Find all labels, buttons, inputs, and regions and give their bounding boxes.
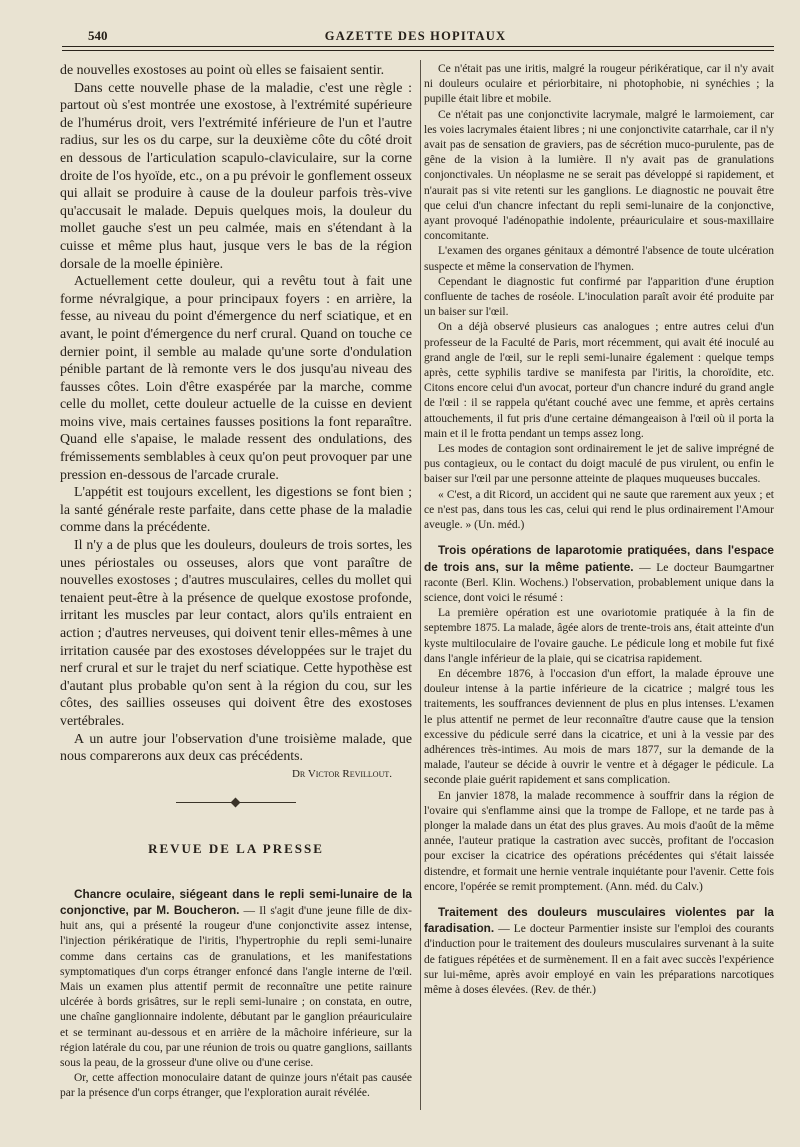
column-divider [420,60,421,1110]
author-signature: Dr Victor Revillout. [291,767,392,780]
article-text: — Le docteur Baumgartner raconte (Berl. Klin. Wochens.) l'observation, probablement unique dans la science, dont voici le résumé : [424,561,774,604]
article-text: — Il s'agit d'une jeune fille de dix-huit ans, qui a présenté la rougeur d'une conjonctivite assez intense, l'injection périkératique de l'iritis, l'hypertrophie du repli semi-lunaire comme dans certains cas de granulations, et les manifestations symptomatiques d'un corps étranger enfoncé dans l'angle interne de l'œil. Mais un examen plus attentif permit de reconnaître une petite rainure ulcérée à bords grisâtres, sur le repli semi-lunaire ; on constata, en outre, une chaîne ganglionnaire indolente, débutant par le ganglion préauriculaire et se terminant au-dessous et en arrière de la mâchoire inférieure, sur la région latérale du cou, par une réunion de trois ou quatre ganglions, saillants sous la peau, de la grosseur d'une olive ou d'une cerise. [60,904,412,1069]
paragraph: Actuellement cette douleur, qui a revêtu tout à fait une forme névralgique, a pour principaux foyers : en arrière, la fesse, au niveau du point d'émergence du nerf sciatique, et en avant, le point d'émergence du nerf crural. Quand on touche ce dernier point, il semble au malade qu'une sorte d'ondulation pénible partant de là remonte vers le dos jusqu'au niveau des fausses côtes. Loin d'être exaspérée par la marche, comme celle du mollet, cette douleur actuelle de la cuisse en devient moins vive, mais certaines fausses positions la font reparaître. Quand elle s'apaise, le malade ressent des ondulations, des frémissements semblables à ceux qu'on peut provoquer par une pression en-dessous de l'arcade crurale. [60,274,412,483]
ornamental-divider [176,802,296,807]
article-text: — Le docteur Parmentier insiste sur l'emploi des courants d'induction pour le traitement des douleurs musculaires survenant à la suite de fatigues répétées et de surmènement. Il en a fait avec succès l'expérience sur lui-même, après avoir employé en vain les préparations narcotiques même à doses élevées. (Rev. de thér.) [424,923,774,996]
paragraph: Les modes de contagion sont ordinairement le jet de salive imprégné de pus contagieux, ou le contact du doigt maculé de pus virulent, ou enfin le baiser sur l'œil par une personne atteinte de plaques muqueuses buccales. [424,443,774,486]
press-review-article [60,887,412,1102]
header-rule-thin [62,50,774,51]
paragraph: En janvier 1878, la malade recommence à souffrir dans la région de l'ovaire qui s'enflamme ainsi que la trompe de Fallope, et ne tarde pas à plonger la malade dans un état des plus graves. Au mois d'août de la même année, l'auteur pratique la castration avec succès, profitant de l'occasion pour exciser la cicatrice des opérations précédentes qui s'était laissée distendre, et formait une hernie ventrale inquiétante pour l'avenir. Cette fois encore, l'opérée se remit promptement. (Ann. méd. du Calv.) [424,789,774,893]
left-column [60,62,412,1102]
paragraph: de nouvelles exostoses au point où elles se faisaient sentir. [60,63,385,78]
paragraph: Il n'y a de plus que les douleurs, douleurs de trois sortes, les unes périostales ou osseuses, alors que vont paraître de nouvelles exostoses ; d'autres musculaires, celles du mollet qui tenaient peut-être à la présence de quelque exostose profonde, irritant les muscles par leur contact, alors qu'ils entraient en action ; d'autres nerveuses, qui doivent tenir elles-mêmes à une irritation causée par des exostoses développées sur le trajet du nerf crural et sur le trajet du nerf sciatique. Cette hypothèse est d'autant plus probable qu'on sent à la région du cou, sur les côtes, des saillies osseuses qui doivent être des exostoses vertébrales. [60,538,412,729]
paragraph: On a déjà observé plusieurs cas analogues ; entre autres celui d'un professeur de la Faculté de Paris, mort récemment, qui avait été inoculé au grand angle de l'œil, sur le repli semi-lunaire également : quelque temps après, cette syphilis tardive se manifesta par l'iritis, la choroïdite, etc. Citons encore celui d'un avocat, porteur d'un chancre induré du grand angle de l'œil : il se rappela qu'étant couché avec une femme, et après certains attouchements, il fut pris d'une certaine démangeaison à l'œil où il porta la main et il le frotta pendant un temps assez long. [424,321,774,440]
paragraph: Cependant le diagnostic fut confirmé par l'apparition d'une éruption confluente de taches de roséole. L'inoculation paraît avoir été produite par un baiser sur l'œil. [424,275,774,319]
right-column [424,62,774,998]
paragraph: En décembre 1876, à l'occasion d'un effort, la malade éprouve une douleur intense à la partie inférieure de la cicatrice ; malgré tous les traitements, les souffrances deviennent de plus en plus intenses. L'examen le plus attentif ne permet de leur reconnaître d'autre cause que la tension excessive du pédicule serré dans la cicatrice, et uni à la vessie par des adhérences très-intimes. Au mois de mars 1877, sur la demande de la malade, l'auteur se décide à ouvrir le ventre et à dégager le pédicule. La seconde plaie guérit rapidement et sans complication. [424,667,774,787]
article-heading: Trois opérations de laparotomie pratiquées, dans l'espace de trois ans, sur la même patiente. [424,543,774,574]
page-number: 540 [88,28,108,43]
paragraph: La première opération est une ovariotomie pratiquée à la fin de septembre 1875. La malade, âgée alors de trente-trois ans, était atteinte d'un kyste multiloculaire de l'ovaire gauche. Le pédicule long et mobile fut fixé dans l'angle inférieur de la plaie, qui se cicatrisa rapidement. [424,607,774,665]
journal-title: GAZETTE DES HOPITAUX [324,29,507,43]
article-body-continued [60,62,412,766]
section-title: REVUE DE LA PRESSE [148,840,324,856]
paragraph: Ce n'était pas une conjonctivite lacrymale, malgré le larmoiement, car les voies lacrymales étaient libres ; ni une conjonctivite catarrhale, car il n'y avait pas de sensation de graviers, pas de sécrétion muco-purulente, pas de gêne de la vision à la lumière. Il n'y avait pas de granulations conjonctivales. Un néoplasme ne se serait pas développé si rapidement, et n'aurait pas si vite retenti sur les ganglions. Le diagnostic ne pouvait être que celui d'un chancre infectant du repli semi-lunaire de la conjonctive, ayant provoqué l'adénopathie indolente, préauriculaire et sous-maxillaire concomitante. [424,108,774,243]
paragraph: L'examen des organes génitaux a démontré l'absence de toute ulcération suspecte et même la conservation de l'hymen. [424,245,774,273]
paragraph: Or, cette affection monoculaire datant de quinze jours n'était pas causée par la présence d'un corps étranger, que l'exploration aurait révélée. [60,1072,412,1100]
header-rule [62,46,774,47]
article-heading: Chancre oculaire, siégeant dans le repli semi-lunaire de la conjonctive, par M. Boucheron. [60,886,412,917]
paragraph: L'appétit est toujours excellent, les digestions se font bien ; la santé générale reste parfaite, dans cette phase de la maladie comme dans la précédente. [60,485,412,536]
article-heading: Traitement des douleurs musculaires violentes par la faradisation. [424,904,774,936]
paragraph: « C'est, a dit Ricord, un accident qui ne saute que rarement aux yeux ; et ce n'est pas, dans tous les cas, celui qui rend le plus ordinairement l'Amour aveugle. » (Un. méd.) [424,488,774,532]
paragraph: Ce n'était pas une iritis, malgré la rougeur périkératique, car il n'y avait ni douleurs oculaire et périorbitaire, ni photophobie, ni synéchies ; la pupille était libre et mobile. [424,63,774,106]
paragraph: Dans cette nouvelle phase de la maladie, c'est une règle : partout où s'est montrée une exostose, à l'extrémité supérieure de l'humérus droit, vers l'extrémité inférieure de l'un et l'autre radius, sur les os du carpe, sur la deuxième côte du côté droit en dessous de l'articulation scapulo-claviculaire, sur la corne droite de l'os hyoïde, etc., on a pu prévoir le gonflement osseux qui allait se produire à cause de la douleur parfois très-vive qu'accusait le malade. Depuis quelques mois, la douleur du mollet gauche s'est un peu calmée, mais en s'étendant à la cuisse et même plus haut, jusque vers le bas de la région dorsale de la moelle épinière. [60,80,412,272]
paragraph: A un autre jour l'observation d'une troisième malade, que nous comparerons aux deux cas précédents. [60,731,412,765]
